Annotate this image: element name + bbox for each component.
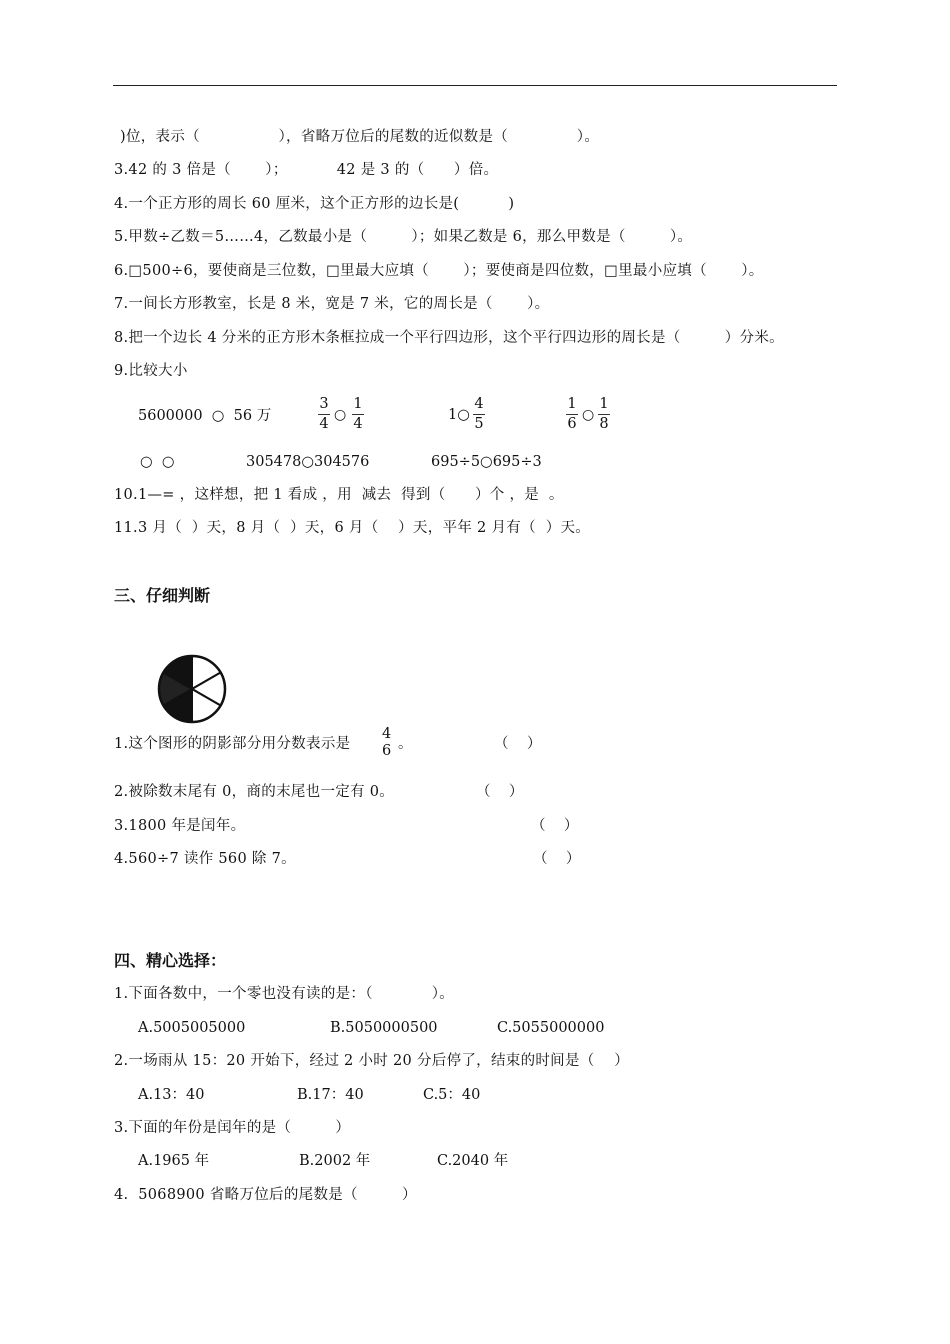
choice-1-option-c[interactable]: C.5055000000 xyxy=(497,1020,605,1036)
question-9: 9.比较大小 xyxy=(114,363,188,379)
choice-2-option-a[interactable]: A.13：40 xyxy=(138,1087,205,1103)
question-5: 5.甲数÷乙数＝5……4，乙数最小是（ ）；如果乙数是 6，那么甲数是（ ）。 xyxy=(114,229,693,245)
fraction-numerator: 4 xyxy=(474,396,484,412)
choice-2-option-b[interactable]: B.17：40 xyxy=(297,1087,364,1103)
section-heading-judge: 三、仔细判断 xyxy=(114,586,211,605)
question-7: 7.一间长方形教室，长是 8 米，宽是 7 米，它的周长是（ ）。 xyxy=(114,296,550,312)
fraction-numerator: 1 xyxy=(567,396,577,412)
fraction-1-4 xyxy=(352,396,364,433)
fraction-numerator: 3 xyxy=(319,396,329,412)
judge-2-answer-paren[interactable]: （ ） xyxy=(476,784,524,800)
question-3: 3.42 的 3 倍是（ ）； 42 是 3 的（ ）倍。 xyxy=(114,162,499,178)
question-11: 11.3 月（ ）天，8 月（ ）天，6 月（ ）天，平年 2 月有（ ）天。 xyxy=(114,520,591,536)
question-6: 6.□500÷6，要使商是三位数，□里最大应填（ ）；要使商是四位数，□里最小应填（ ）。 xyxy=(114,263,764,279)
choice-question-2: 2.一场雨从 15：20 开始下，经过 2 小时 20 分后停了，结束的时间是（ ） xyxy=(114,1053,630,1069)
fraction-denominator: 4 xyxy=(353,416,363,432)
fraction-bar xyxy=(598,414,610,415)
question-4: 4.一个正方形的周长 60 厘米，这个正方形的边长是( ) xyxy=(114,196,515,212)
choice-question-4: 4. 5068900 省略万位后的尾数是（ ） xyxy=(114,1187,417,1203)
fraction-numerator: 1 xyxy=(599,396,609,412)
judge-question-1: 1.这个图形的阴影部分用分数表示是 xyxy=(114,736,351,752)
compare-305478: 305478○304576 xyxy=(246,454,370,470)
fraction-bar xyxy=(566,414,578,415)
choice-1-option-a[interactable]: A.5005005000 xyxy=(138,1020,246,1036)
fraction-denominator: 4 xyxy=(319,416,329,432)
judge-3-answer-paren[interactable]: （ ） xyxy=(531,818,579,834)
fraction-denominator: 5 xyxy=(474,416,484,432)
question-10: 10.1—= ，这样想，把 1 看成 ，用 减去 得到（ ）个 ，是 。 xyxy=(114,487,564,503)
choice-question-1: 1.下面各数中，一个零也没有读的是：（ ）。 xyxy=(114,986,455,1002)
judge-4-answer-paren[interactable]: （ ） xyxy=(533,851,581,867)
compare-5600000: 5600000 ○ 56 万 xyxy=(138,408,272,424)
fraction-3-4 xyxy=(318,396,330,433)
judge-question-2: 2.被除数末尾有 0，商的末尾也一定有 0。 xyxy=(114,784,395,800)
section-heading-choice: 四、精心选择： xyxy=(114,951,227,970)
fraction-4-5 xyxy=(473,396,485,433)
fraction-numerator: 4 xyxy=(382,726,392,742)
fraction-denominator: 8 xyxy=(599,416,609,432)
choice-2-option-c[interactable]: C.5：40 xyxy=(423,1087,481,1103)
compare-1-circle: 1○ xyxy=(448,407,470,423)
judge-1-answer-paren[interactable]: （ ） xyxy=(494,736,542,752)
judge-question-1-tail: 。 xyxy=(398,736,413,752)
shaded-circle-figure xyxy=(155,654,229,724)
choice-question-3: 3.下面的年份是闰年的是（ ） xyxy=(114,1120,351,1136)
compare-695: 695÷5○695÷3 xyxy=(431,454,542,470)
fraction-numerator: 1 xyxy=(353,396,363,412)
compare-circle: ○ xyxy=(334,407,347,423)
fraction-denominator: 6 xyxy=(567,416,577,432)
fraction-4-6 xyxy=(382,726,391,760)
choice-1-option-b[interactable]: B.5050000500 xyxy=(330,1020,438,1036)
header-rule xyxy=(113,85,837,86)
compare-circle: ○ xyxy=(582,407,595,423)
choice-3-option-b[interactable]: B.2002 年 xyxy=(299,1153,371,1169)
judge-question-4: 4.560÷7 读作 560 除 7。 xyxy=(114,851,296,867)
fraction-bar xyxy=(352,414,364,415)
fraction-bar xyxy=(318,414,330,415)
question-8: 8.把一个边长 4 分米的正方形木条框拉成一个平行四边形，这个平行四边形的周长是（ ）分米。 xyxy=(114,330,784,346)
choice-3-option-a[interactable]: A.1965 年 xyxy=(138,1153,210,1169)
fraction-denominator: 6 xyxy=(382,743,392,759)
fraction-bar xyxy=(473,414,485,415)
choice-3-option-c[interactable]: C.2040 年 xyxy=(437,1153,509,1169)
judge-question-3: 3.1800 年是闰年。 xyxy=(114,818,246,834)
compare-blank-pair: ○ ○ xyxy=(140,454,175,470)
fraction-1-8 xyxy=(598,396,610,433)
question-2-continuation: )位，表示（ ），省略万位后的尾数的近似数是（ ）。 xyxy=(120,129,600,145)
fraction-1-6 xyxy=(566,396,578,433)
